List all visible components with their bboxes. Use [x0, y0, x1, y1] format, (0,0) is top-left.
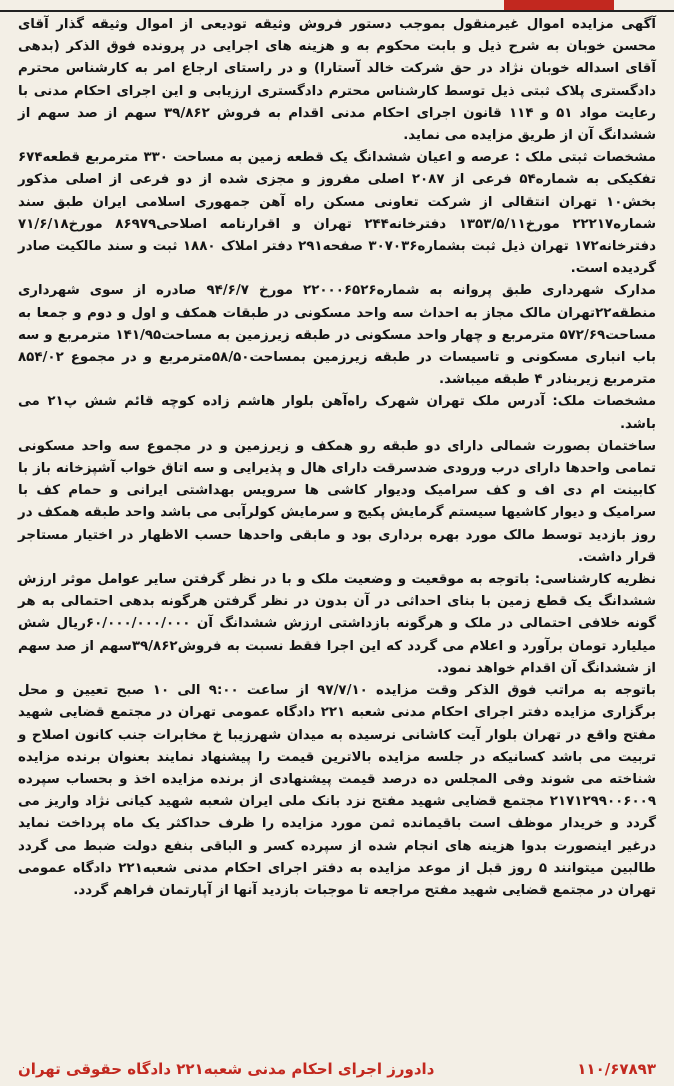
notice-paragraph-address: مشخصات ملک: آدرس ملک تهران شهرک راه‌آهن بلوار هاشم زاده کوچه قائم شش پ۲۱ می باشد. — [18, 394, 656, 432]
top-rule — [0, 0, 674, 12]
notice-paragraph-building: ساختمان بصورت شمالی دارای دو طبقه رو همکف و زیرزمین و در مجموع سه واحد مسکونی تمامی واحدها دارای درب ورودی ضدسرقت دارای هال و پذیرایی و سه اتاق خواب آشپزخانه باز با کابینت ام دی اف و کف سرامیک ودیوار کاشی ها سرویس بهداشتی ایرانی و حمام کف با سرامیک و دیوار کاشیها سیستم گرمایش پکیج و سرمایش کولرآبی می باشد واحد طبقه همکف در روز بازدید توسط مالک مورد بهره برداری بود و مابقی واحدها حسب الاظهار در اختیار مستاجر قرار داشت. — [18, 438, 656, 565]
notice-body — [18, 14, 656, 902]
notice-footer — [18, 1060, 656, 1078]
notice-paragraph-intro: آگهی مزایده اموال غیرمنقول بموجب دستور فروش وثیقه تودیعی از اموال وثیقه گذار آقای محسن خوبان به شرح ذیل و بابت محکوم به و هزینه های اجرایی در پرونده فوق الذکر (بدهی آقای اسداله خوبان نژاد در حق شرکت خالد آستارا) و در راستای ارجاع امر به کارشناس محترم دادگستری پلاک ثبتی ذیل توسط کارشناس محترم دادگستری ارزیابی و این اجرای احکام مدنی با رعایت مواد ۵۱ و ۱۱۴ قانون اجرای احکام مدنی اقدام به فروش ۳۹/۸۶۲ سهم از صد سهم از ششدانگ آن از طریق مزایده می نماید. — [18, 17, 656, 144]
notice-paragraph-appraisal: نظریه کارشناسی: باتوجه به موقعیت و وضعیت ملک و با در نظر گرفتن سایر عوامل موثر ارزش ششدانگ یک قطع زمین با بنای احداثی در آن بدون در نظر گرفتن هرگونه بدهی احتمالی به هر گونه خلافی احتمالی در ملک و هرگونه بازداشتی ارزش ششدانگ آن ۶۰/۰۰۰/۰۰۰/۰۰۰ریال شش میلیارد تومان برآورد و اعلام می گردد که این اجرا فقط نسبت به فروش۳۹/۸۶۲سهم از صد سهم از ششدانگ آن اقدام خواهد نمود. — [18, 572, 656, 676]
notice-paragraph-registry: مشخصات ثبتی ملک : عرصه و اعیان ششدانگ یک قطعه زمین به مساحت ۳۳۰ مترمربع قطعه۶۷۴ تفکیکی به شماره۵۴ فرعی از ۲۰۸۷ اصلی مفروز و مجزی شده از دو فرعی از اصلی مذکور بخش۱۰ تهران انتقالی از شرکت تعاونی مسکن راه آهن جمهوری اسلامی ایران طبق سند شماره۲۲۲۱۷ مورخ۱۳۵۳/۵/۱۱ دفترخانه۲۴۴ تهران و اقرارنامه اصلاحی۸۶۹۷۹ مورخ۷۱/۶/۱۸ دفترخانه۱۷۲ تهران ذیل ثبت بشماره۳۰۷۰۳۶ صفحه۲۹۱ دفتر املاک ۱۸۸۰ ثبت و سند مالکیت صادر گردیده است. — [18, 150, 656, 277]
notice-paragraph-auction: باتوجه به مراتب فوق الذکر وقت مزایده ۹۷/۷/۱۰ از ساعت ۹:۰۰ الی ۱۰ صبح تعیین و محل برگزاری مزایده دفتر اجرای احکام مدنی شعبه ۲۲۱ دادگاه عمومی تهران در مجتمع قضایی شهید مفتح واقع در تهران بلوار آیت کاشانی نرسیده به میدان شهرزیبا خ مخابرات جنب کانون اصلاح و تربیت می باشد کسانیکه در جلسه مزایده بالاترین قیمت را پیشنهاد نمایند بعنوان برنده مزایده شناخته می شوند وفی المجلس ده درصد قیمت پیشنهادی از برنده مزایده اخذ و بحساب سپرده ۲۱۷۱۲۹۹۰۰۶۰۰۹ مجتمع قضایی شهید مفتح نزد بانک ملی ایران شعبه شهید کیانی نژاد واریز می گردد و خریدار موظف است باقیمانده ثمن مورد مزایده را ظرف حداکثر یک ماه پرداخت نماید درغیر اینصورت بدوا هزینه های انجام شده از سپرده کسر و الباقی بنفع دولت ضبط می گردد طالبین میتوانند ۵ روز قبل از موعد مزایده به دفتر اجرای احکام مدنی شعبه۲۲۱ دادگاه عمومی تهران در مجتمع قضایی شهید مفتح مراجعه تا موجبات بازدید آنها از آپارتمان فراهم گردد. — [18, 683, 656, 898]
header-tab — [504, 0, 614, 10]
signature-line: دادورز اجرای احکام مدنی شعبه۲۲۱ دادگاه حقوقی تهران — [18, 1060, 435, 1078]
notice-code: ۱۱۰/۶۷۸۹۳ — [577, 1060, 656, 1078]
notice-paragraph-municipality: مدارک شهرداری طبق پروانه به شماره۲۲۰۰۰۶۵۲۶ مورخ ۹۴/۶/۷ صادره از سوی شهرداری منطقه۲۲تهران مالک مجاز به احداث سه واحد مسکونی در طبقات همکف و اول و دوم و جمعا به مساحت۵۷۲/۶۹ مترمربع و چهار واحد مسکونی در طبقه زیرزمین به مساحت۱۴۱/۹۵ مترمربع و سه باب انباری مسکونی و تاسیسات در طبقه زیرزمین بمساحت۵۸/۵۰مترمربع و در مجموع ۸۵۴/۰۲ مترمربع زیربنادر ۴ طبقه میباشد. — [18, 283, 656, 388]
